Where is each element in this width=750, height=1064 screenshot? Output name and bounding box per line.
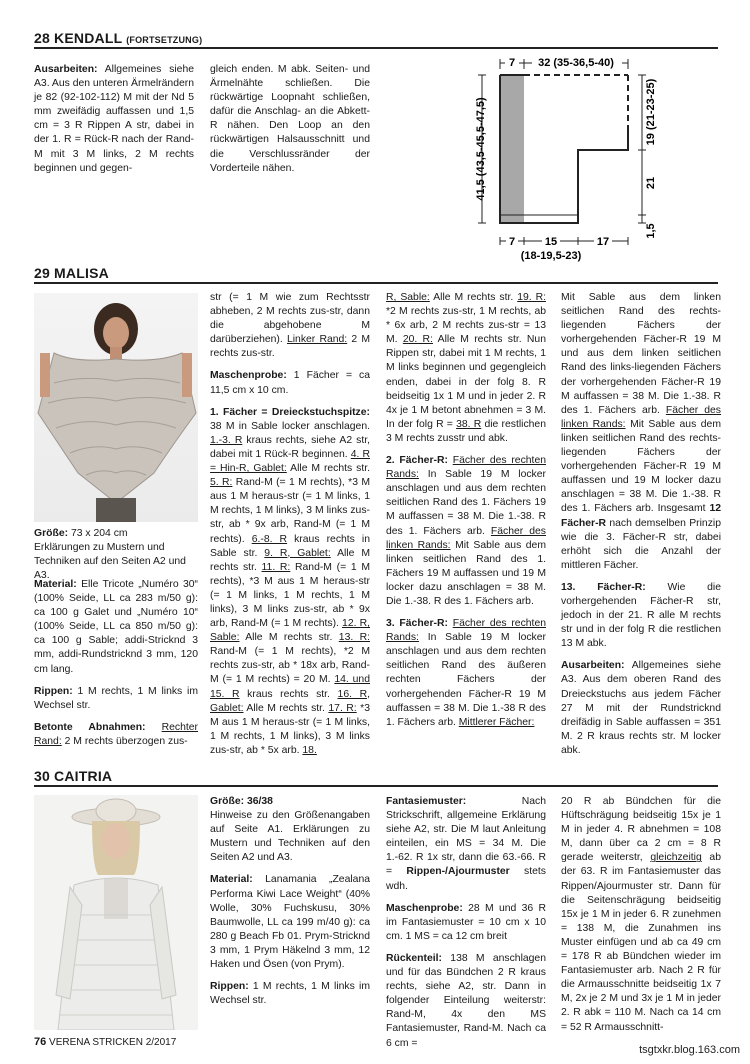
- dimension-label: (18-19,5-23): [520, 250, 582, 262]
- model-with-cardigan-image: [34, 795, 198, 1030]
- model-with-shawl-image: [34, 293, 198, 522]
- page-footer: [34, 1036, 176, 1048]
- dimension-label: 21: [645, 176, 657, 190]
- section-rule: [34, 47, 718, 49]
- malisa-column-4: Mit Sable aus dem linken seitlichen Rand des rechts-liegenden Fächers der vorhergehenden Fächer-R 19 M und aus dem linken seitlichen Rand des links-liegenden Fächers der vorhergehenden Fächer-R 19 M auffassen = 38 M. Die 1.-38. R des 1. Fächers arb. Fächer des linken Rands: Mit Sable aus dem linken seitlichen Rand des rechts-liegenden Fächers der vorhergehenden Fächer-R 19 M auffassen und 19 M locker dazu anschlagen = 38 M. Die 1.-38. R des 1. Fächers arb. Insgesamt 12 Fächer-R nach demselben Prinzip wie die 3. Fächer-R str, dabei erhöht sich die Anzahl der mittleren Fächer. 13. Fächer-R: Wie die vorhergehenden Fächer-R str, jedoch in der 21. R alle M rechts str und in der folg R die restlichen 13 M abk. Ausarbeiten: Allgemeines siehe A3. Aus dem oberen Rand des Dreieckstuchs aus jedem Fächer 27 M mit der Rundstricknd dreifädig in Sable auffassen = 351 M. 2 R kraus rechts str. M locker abk.: [561, 292, 722, 756]
- shaded-area: [500, 75, 524, 223]
- magazine-name: VERENA STRICKEN 2/2017: [49, 1037, 177, 1048]
- malisa-column-3: R, Sable: Alle M rechts str. 19. R: *2 M rechts zus-str, 1 M rechts, ab * 6x arb, 2 M rechts zus-str = 13 M. 20. R: Alle M rechts str. Nun Rippen str, dabei mit 1 M rechts, 1 M links beginnen und gegengleich enden, dabei in der folg 8. R beidseitig 1x 1 M und in jeder 2. R 4x je 1 M betont abnehmen = 3 M. In der folg R = 38. R die restlichen 3 M rechts zusstr und abk. 2. Fächer-R: Fächer des rechten Rands: In Sable 19 M locker anschlagen und aus dem rechten seitlichen Rand des 1. Fächers 19 M auffassen = 38 M. Die 1.-38. R des 1. Fächers arb. Fächer des linken Rands: Mit Sable aus dem linken seitlichen Rand des 1. Fächers 19 M auffassen und 19 M locker dazu anschlagen = 38 M. Die 1.-38. R des 1. Fächers arb. 3. Fächer-R: Fächer des rechten Rands: In Sable 19 M locker anschlagen und aus dem rechten seitlichen Rand des äußeren rechten Fächers der vorhergehenden Fächer-R 19 M auffassen = 38 M. Die 1.-38 R des 1. Fächers arb. Mittlerer Fächer:: [386, 292, 547, 728]
- heading-title: 28 KENDALL: [34, 30, 123, 46]
- section-heading-caitria: [34, 768, 112, 784]
- heading-title: 29 MALISA: [34, 265, 109, 281]
- heading-suffix: (FORTSETZUNG): [126, 35, 203, 45]
- page-number: 76: [34, 1036, 47, 1048]
- kendall-column-1: Ausarbeiten: Allgemeines siehe A3. Aus den unteren Ärmelrändern je 82 (92-102-112) M mit der Nd 5 mm zweifädig auffassen und 1,5 cm = 3 R Rippen A str, dabei in der 1. R = Rück-R nach der Rand-M mit 3 M links, 2 M rechts beginnen und gegen-: [34, 64, 194, 174]
- dimension-label: 7: [508, 57, 516, 69]
- dimension-label: 7: [508, 236, 516, 248]
- dimension-label: 15: [544, 236, 558, 248]
- product-photo-malisa: [34, 293, 198, 522]
- dimension-label: 17: [596, 236, 610, 248]
- product-photo-caitria: [34, 795, 198, 1030]
- watermark-credit: tsgtxkr.blog.163.com: [639, 1044, 740, 1056]
- section-rule: [34, 785, 718, 787]
- malisa-column-1: Material: Elle Tricote „Numéro 30“ (100% Seide, LL ca 283 m/50 g): ca 100 g Galet und „Numéro 10“ (100% Seide, LL ca 850 m/50 g): ca 100 g Sable; addi-Stricknd 3 mm, addi-Rundstricknd 3 mm, 120 cm lang. Rippen: 1 M rechts, 1 M links im Wechsel str. Betonte Abnahmen: Rechter Rand: 2 M rechts überzogen zus-: [34, 579, 199, 747]
- caitria-column-2: Größe: 36/38 Hinweise zu den Größenangaben auf Seite A1. Erklärungen zu Mustern und Techniken auf den Seiten A2 und A3. Material: Lanamania „Zealana Performa Kiwi Lace Weight“ (40% Wolle, 30% Fuchskusu, 30% Baumwolle, LL ca 199 m/40 g): ca 280 g Beach Fb 01. Prym-Stricknd 3 mm, 1 Prym Häkelnd 3 mm, 12 Haken und Ösen (von Prym). Rippen: 1 M rechts, 1 M links im Wechsel str.: [210, 796, 370, 1007]
- caitria-column-3: Fantasiemuster: Nach Strickschrift, allgemeine Erklärung siehe A2, str. Die M laut Anleitung einteilen, ein MS = 34 M. Die 1.-62. R 1x str, dann die 63.-66. R = Rippen-/Ajourmuster stets wdh. Maschenprobe: 28 M und 36 R im Fantasiemuster = 10 cm x 10 cm. 1 MS = ca 12 cm breit Rückenteil: 138 M anschlagen und für das Bündchen 2 R kraus rechts, siehe A2, str. Dann in folgender Einteilung weiterstr: Rand-M, 4x den MS Fantasiemuster, Rand-M. Nach ca 6 cm =: [386, 796, 546, 1049]
- dimension-label: 41,5 (43,5-45,5-47,5): [475, 97, 487, 201]
- section-heading-malisa: [34, 265, 109, 281]
- dimension-label: 32 (35-36,5-40): [538, 57, 614, 69]
- schematic-diagram: [470, 55, 685, 270]
- malisa-column-2: str (= 1 M wie zum Rechtsstr abheben, 2 M rechts zus-str, dann die abgehobene M darüberziehen). Linker Rand: 2 M rechts zus-str. Maschenprobe: 1 Fächer = ca 11,5 cm x 10 cm. 1. Fächer = Dreieckstuchspitze: 38 M in Sable locker anschlagen. 1.-3. R kraus rechts, siehe A2 str, dabei mit 1 Rück-R beginnen. 4. R = Hin-R, Gablet: Alle M rechts str. 5. R: Rand-M (= 1 M rechts), *3 M aus 1 M heraus-str (= 1 M links, 1 M rechts, 1 M links), 3 M links zus-str, ab * 9x arb, Rand-M (= 1 M rechts). 6.-8. R kraus rechts in Sable str. 9. R, Gablet: Alle M rechts str. 11. R: Rand-M (= 1 M rechts), *3 M aus 1 M heraus-str (= 1 M links, 1 M rechts, 1 M links), 3 M links zus-str, ab * 9x arb, Rand-M (= 1 M rechts). 12. R, Sable: Alle M rechts str. 13. R: Rand-M (= 1 M rechts), *2 M rechts zus-str, ab * 18x arb, Rand-M (= 1 M rechts) = 20 M. 14. und 15. R kraus rechts str. 16. R, Gablet: Alle M rechts str. 17. R: *3 M aus 1 M heraus-str (= 1 M links, 1 M rechts, 1 M links), 3 M links zus-str, ab * 5x arb. 18.: [210, 292, 371, 756]
- dimension-label: 19 (21-23-25): [645, 78, 657, 146]
- dimension-label: 1,5: [645, 223, 657, 239]
- caitria-column-4: 20 R ab Bündchen für die Hüftschrägung beidseitig 15x je 1 M in jeder 4. R abnehmen = 108 M, dann über ca 2 cm = 8 R gerade weiterstr, gleichzeitig ab der 63. R im Fantasiemuster das Rippen/Ajourmuster str. Dann für die Seitenschrägung beidseitig 15x je 1 M in jeder 6. R zunehmen = 138 M, die Zunahmen ins Muster einfügen und ab ca 49 cm = 178 R ab Bündchen wieder im Fantasiemuster arb. Nach 2 R für die Armausschnitte beidseitig 1x 7 M, 2x je 2 M und 3x je 1 M in jeder 2. R abk = 110 M. Nach ca 14 cm = 52 R Armausschnitt-: [561, 796, 721, 1033]
- malisa-size-caption: Größe: 73 x 204 cm Erklärungen zu Mustern und Techniken auf den Seiten A2 und A3.: [34, 528, 186, 582]
- section-heading-kendall: [34, 30, 202, 46]
- section-rule: [34, 282, 718, 284]
- heading-title: 30 CAITRIA: [34, 768, 113, 784]
- kendall-column-2: gleich enden. M abk. Seiten- und Ärmelnähte schließen. Die rückwärtige Loopnaht schließen, dafür die Anschlag- an die Abkett-R nähen. Den Loop an den rückwärtigen Halsausschnitt und die Verschlussränder der Vorderteile nähen.: [210, 64, 370, 174]
